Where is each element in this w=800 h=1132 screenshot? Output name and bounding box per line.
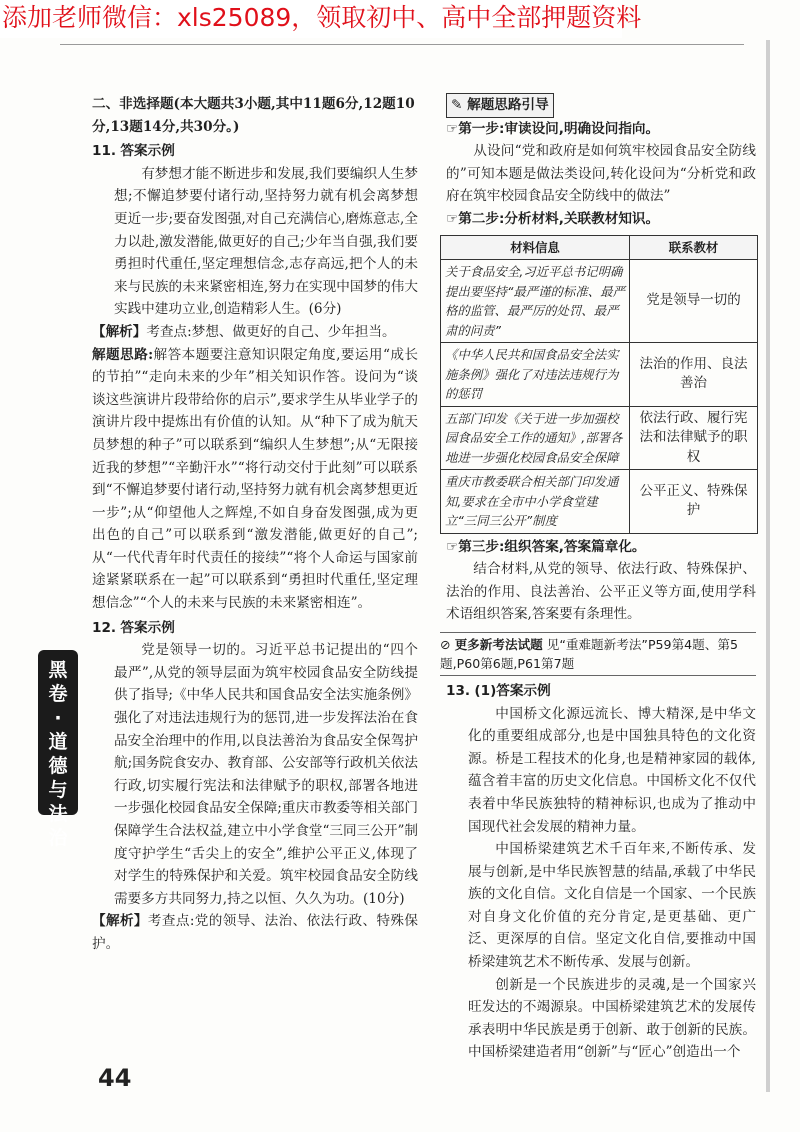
table-cell-link: 依法行政、履行宪法和法律赋予的职权 — [630, 406, 758, 470]
table-row — [441, 343, 758, 407]
pencil-icon: ✎ — [451, 97, 463, 113]
step3-title-text: 第三步:组织答案,答案篇章化。 — [458, 538, 646, 555]
q12-label: 答案示例 — [120, 619, 175, 636]
table-cell-info: 关于食品安全,习近平总书记明确提出要坚持“最严谨的标准、最严格的监管、最严厉的处罚、最严肃的问责” — [441, 260, 630, 343]
link-icon: ⊘ — [440, 636, 451, 652]
side-tab-char: 法 — [48, 803, 68, 825]
step2-title — [446, 208, 756, 231]
q13-heading — [446, 680, 756, 703]
header-rule — [60, 44, 744, 45]
table-cell-info: 重庆市教委联合相关部门印发通知,要求在全市中小学食堂建立“三同三公开”制度 — [441, 470, 630, 534]
q11-number: 11. — [92, 143, 117, 160]
q11-approach-text: 解答本题要注意知识限定角度,要运用“成长的节拍”“走向未来的少年”相关知识作答。设问为“谈谈这些演讲片段带给你的启示”,要求学生从毕业学子的演讲片段中提炼出有价值的认知。从“种下了成为航天员梦想的种子”可以联系到“编织人生梦想”;从“无限接近我的梦想”“辛勤汗水”“将行动交付于此刻”可以联系到“不懈追梦要付诸行动,坚持努力就有机会离梦想更近一步”;从“仰望他人之辉煌,不如自身奋发图强,成为更出色的自己”可以联系到“激发潜能,做更好的自己”;从“一代代青年时代责任的接续”“将个人命运与国家前途紧紧联系在一起”可以联系到“勇担时代重任,坚定理想信念”“个人的未来与民族的未来紧密相连”。 — [92, 346, 418, 612]
q11-approach — [92, 344, 418, 615]
step1-title-text: 第一步:审读设问,明确设问指向。 — [458, 120, 660, 137]
more-text: 见“重难题新考法”P59第4题、第5题,P60第6题,P61第7题 — [440, 636, 738, 671]
right-column — [440, 93, 756, 1113]
analysis-tag: 【解析】 — [92, 913, 148, 930]
step2-title-text: 第二步:分析材料,关联教材知识。 — [458, 210, 660, 227]
analysis-tag: 【解析】 — [92, 323, 147, 340]
left-column — [92, 93, 418, 956]
q13-paragraph: 中国桥梁建筑艺术千百年来,不断传承、发展与创新,是中华民族智慧的结晶,承载了中华民族的文化自信。文化自信是一个国家、一个民族对自身文化价值的充分肯定,是更基础、更广泛、更深厚的自信。坚定文化自信,要推动中国桥梁建筑艺术不断传承、发展与创新。 — [468, 841, 756, 971]
table-cell-info: 《中华人民共和国食品安全法实施条例》强化了对违法违规行为的惩罚 — [441, 343, 630, 407]
q12-analysis — [92, 910, 418, 955]
table-cell-link: 党是领导一切的 — [630, 260, 758, 343]
q13-paragraph: 中国桥文化源远流长、博大精深,是中华文化的重要组成部分,也是中国独具特色的文化资源。桥是工程技术的化身,也是精神家园的载体,蕴含着丰富的历史文化信息。中国桥文化不仅代表着中华民族独特的精神标识,也成为了推动中国现代社会发展的精神力量。 — [468, 705, 756, 835]
table-row — [441, 470, 758, 534]
table-cell-info: 五部门印发《关于进一步加强校园食品安全工作的通知》,部署各地进一步强化校园食品安全保障 — [441, 406, 630, 470]
page-edge-shadow — [766, 40, 770, 1092]
q12-answer: 党是领导一切的。习近平总书记提出的“四个最严”,从党的领导层面为筑牢校园食品安全防线提供了指导;《中华人民共和国食品安全法实施条例》强化了对违法违规行为的惩罚,进一步发挥法治在食品安全治理中的作用,以良法善治为食品安全保驾护航;国务院食安办、教育部、公安部等行政机关依法行政,切实履行宪法和法律赋予的职权,部署各地进一步强化校园食品安全保障;重庆市教委等相关部门保障学生合法权益,建立中小学食堂“三同三公开”制度守护学生“舌尖上的安全”,维护公平正义,体现了对学生的特殊保护和关爱。筑牢校园食品安全防线需要多方共同努力,持之以恒、久久为功。(10分) — [114, 642, 418, 907]
side-tab-char: 黑 — [48, 659, 68, 681]
side-tab-char: 德 — [48, 755, 68, 777]
q11-analysis-text: 考查点:梦想、做更好的自己、少年担当。 — [146, 323, 396, 340]
guide-header — [446, 93, 756, 118]
table-row — [441, 260, 758, 343]
hand-icon: ☞ — [446, 120, 459, 137]
q11-answer: 有梦想才能不断进步和发展,我们要编织人生梦想;不懈追梦要付诸行动,坚持努力就有机会离梦想更近一步;要奋发图强,对自己充满信心,磨炼意志,全力以赴,激发潜能,做更好的自己;少年当自强,我们要勇担时代重任,坚定理想信念,志存高远,把个人的未来与民族的未来紧密相连,努力在实现中国梦的伟大实践中建功立业,创造精彩人生。(6分) — [114, 165, 418, 318]
q13-label: (1)答案示例 — [474, 682, 551, 699]
side-tab-char: 卷 — [48, 683, 68, 705]
side-tab-char: 与 — [48, 779, 68, 801]
hand-icon: ☞ — [446, 210, 459, 227]
step3-text: 结合材料,从党的领导、依法行政、特殊保护、法治的作用、良法善治、公平正义等方面,使用学科术语组织答案,答案要有条理性。 — [446, 561, 756, 623]
section-heading: 二、非选择题(本大题共3小题,其中11题6分,12题10分,13题14分,共30分。) — [92, 96, 415, 135]
step1-title — [446, 118, 756, 141]
hand-icon: ☞ — [446, 538, 459, 555]
table-head-link: 联系教材 — [630, 235, 758, 260]
step1-text: 从设问“党和政府是如何筑牢校园食品安全防线的”可知本题是做法类设问,转化设问为“分析党和政府在筑牢校园食品安全防线中的做法” — [446, 143, 756, 205]
table-cell-link: 法治的作用、良法善治 — [630, 343, 758, 407]
step3-title — [446, 536, 756, 559]
watermark-banner: 添加老师微信：xls25089，领取初中、高中全部押题资料 — [0, 0, 622, 38]
page-number: 44 — [98, 1064, 132, 1092]
subject-side-tab — [38, 650, 78, 849]
side-tab-char: · — [54, 707, 62, 729]
table-header-row — [441, 235, 758, 260]
table-cell-link: 公平正义、特殊保护 — [630, 470, 758, 534]
q13-paragraph: 创新是一个民族进步的灵魂,是一个国家兴旺发达的不竭源泉。中国桥梁建筑艺术的发展传承表明中华民族是勇于创新、敢于创新的民族。中国桥梁建造者用“创新”与“匠心”创造出一个 — [468, 976, 756, 1061]
q13-number: 13. — [446, 682, 471, 699]
q11-label: 答案示例 — [120, 143, 175, 160]
approach-tag: 解题思路: — [92, 346, 154, 363]
guide-badge — [446, 93, 554, 118]
more-questions-bar — [440, 632, 756, 676]
material-table — [440, 235, 758, 534]
more-title: 更多新考法试题 — [454, 636, 543, 652]
side-tab-char: 治 — [48, 827, 68, 849]
q12-analysis-text: 考查点:党的领导、法治、依法行政、特殊保护。 — [92, 913, 418, 952]
side-tab-char: 道 — [48, 731, 68, 753]
q12-number: 12. — [92, 619, 117, 636]
q11-heading — [92, 140, 418, 163]
table-head-info: 材料信息 — [441, 235, 630, 260]
q11-analysis — [92, 321, 418, 344]
table-row — [441, 406, 758, 470]
guide-title: 解题思路引导 — [467, 97, 549, 113]
q12-heading — [92, 617, 418, 640]
